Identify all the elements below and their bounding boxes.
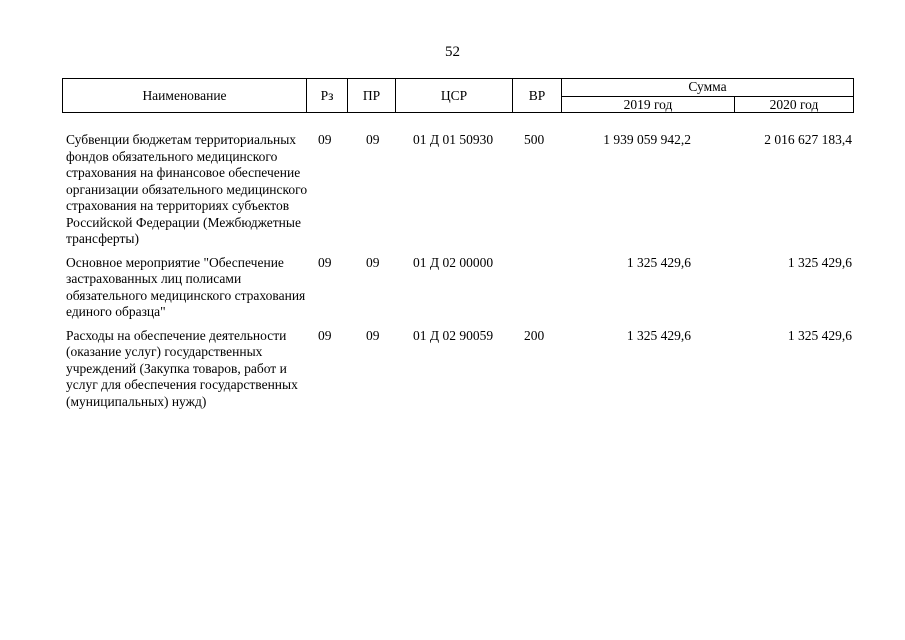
row-rz: 09	[318, 327, 332, 343]
row-sum-2019: 1 939 059 942,2	[603, 132, 691, 147]
row-pr: 09	[366, 132, 380, 147]
table-header	[62, 78, 854, 113]
row-sum-2020: 2 016 627 183,4	[764, 132, 852, 147]
row-csr: 01 Д 01 50930	[413, 132, 494, 147]
header-vr: ВР	[528, 88, 546, 103]
row-sum-2020: 1 325 429,6	[787, 327, 852, 343]
header-name: Наименование	[142, 88, 227, 103]
page-number: 52	[445, 44, 460, 60]
row-sum-2019: 1 325 429,6	[626, 327, 691, 343]
row-rz: 09	[318, 132, 332, 147]
row-csr: 01 Д 02 90059	[413, 327, 494, 343]
row-vr: 500	[524, 132, 545, 147]
header-rz: Рз	[320, 88, 334, 103]
row-rz: 09	[318, 254, 332, 270]
row-pr: 09	[366, 254, 380, 270]
table-body	[66, 132, 856, 417]
row-name: Субвенции бюджетам территориальных фондов обязательного медицинского страхования на финансовое обеспечение организации обязательного медицинского страхования на территориях субъектов Российской Федерации (Межбюджетные трансферты)	[66, 132, 308, 246]
header-year-2019: 2019 год	[623, 97, 673, 112]
row-vr: 200	[524, 327, 545, 343]
row-sum-2019: 1 325 429,6	[626, 254, 691, 270]
row-name: Расходы на обеспечение деятельности (оказание услуг) государственных учреждений (Закупка товаров, работ и услуг для обеспечения государственных (муниципальных) нужд)	[66, 327, 298, 409]
table-row	[66, 132, 856, 248]
header-csr: ЦСР	[440, 88, 468, 103]
row-csr: 01 Д 02 00000	[413, 254, 494, 270]
table-row	[66, 255, 856, 321]
row-pr: 09	[366, 327, 380, 343]
row-sum-2020: 1 325 429,6	[787, 254, 852, 270]
header-sum: Сумма	[688, 79, 727, 94]
header-pr: ПР	[362, 88, 381, 103]
table-row	[66, 328, 856, 411]
header-year-2020: 2020 год	[769, 97, 819, 112]
row-name: Основное мероприятие "Обеспечение застрахованных лиц полисами обязательного медицинского страхования единого образца"	[66, 254, 306, 319]
